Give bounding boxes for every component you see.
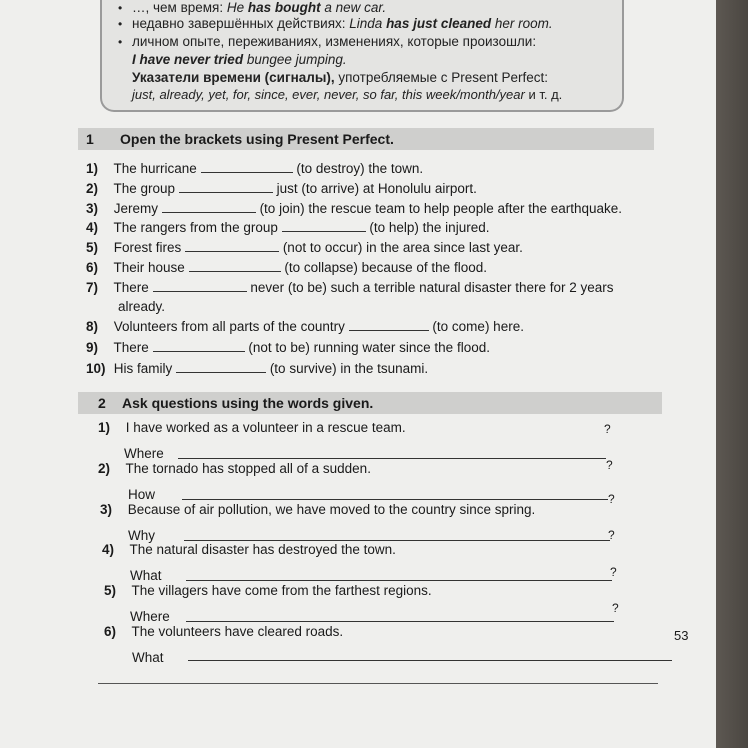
exercise-1-item: 10) His family (to survive) in the tsunami. (86, 361, 429, 376)
exercise-number: 1 (86, 131, 94, 147)
answer-blank[interactable] (153, 279, 247, 292)
exercise-2-item: 1) I have worked as a volunteer in a rescue team. (98, 420, 406, 435)
exercise-2-item: 2) The tornado has stopped all of a sudden. (98, 461, 371, 476)
answer-line[interactable] (186, 621, 614, 622)
question-mark: ? (604, 422, 611, 436)
answer-blank[interactable] (153, 339, 245, 352)
exercise-1-item: 5) Forest fires (not to occur) in the area since last year. (86, 240, 523, 255)
page-number: 53 (674, 628, 689, 643)
exercise-1-item: 8) Volunteers from all parts of the country (to come) here. (86, 319, 524, 334)
answer-blank[interactable] (282, 219, 366, 232)
question-word: Where (130, 609, 170, 624)
exercise-1-item: 7) There never (to be) such a terrible natural disaster there for 2 years (86, 280, 614, 295)
question-word: How (128, 487, 156, 502)
answer-blank[interactable] (185, 239, 279, 252)
theory-line: • недавно завершённых действиях: Linda has just cleaned her room. (118, 16, 553, 31)
answer-line[interactable] (178, 458, 606, 459)
theory-line: Указатели времени (сигналы), употребляемые с Present Perfect: (132, 70, 549, 85)
exercise-2-item: 5) The villagers have come from the farthest regions. (104, 583, 432, 598)
bottom-divider (98, 683, 658, 684)
question-word: Where (124, 446, 164, 461)
question-word: What (132, 650, 164, 665)
answer-line[interactable] (182, 499, 608, 500)
answer-line[interactable] (188, 660, 672, 661)
question-mark: ? (610, 565, 617, 579)
exercise-1-item: 9) There (not to be) running water since the flood. (86, 340, 490, 355)
answer-blank[interactable] (162, 200, 256, 213)
grammar-theory-box (100, 0, 624, 112)
exercise-1-item: 4) The rangers from the group (to help) the injured. (86, 220, 490, 235)
exercise-2-header (78, 392, 662, 414)
exercise-1-item-continuation: already. (118, 299, 166, 314)
theory-line: just, already, yet, for, since, ever, never, so far, this week/month/year и т. д. (132, 87, 563, 102)
exercise-title: Ask questions using the words given. (122, 395, 374, 411)
exercise-title: Open the brackets using Present Perfect. (120, 131, 394, 147)
question-word: What (130, 568, 162, 583)
theory-line: • личном опыте, переживаниях, изменениях, которые произошли: (118, 34, 537, 49)
question-word: Why (128, 528, 155, 543)
answer-blank[interactable] (349, 318, 429, 331)
bullet-icon: • (118, 35, 123, 49)
question-mark: ? (608, 492, 615, 506)
exercise-2-item: 4) The natural disaster has destroyed the town. (102, 542, 396, 557)
theory-line: • …, чем время: He has bought a new car. (118, 0, 387, 15)
bullet-icon: • (118, 17, 123, 31)
exercise-1-header (78, 128, 654, 150)
exercise-1-item: 6) Their house (to collapse) because of the flood. (86, 260, 487, 275)
question-mark: ? (606, 458, 613, 472)
exercise-1-item: 1) The hurricane (to destroy) the town. (86, 161, 424, 176)
answer-blank[interactable] (179, 180, 273, 193)
exercise-2-item: 3) Because of air pollution, we have moved to the country since spring. (100, 502, 536, 517)
answer-line[interactable] (184, 540, 610, 541)
question-mark: ? (612, 601, 619, 615)
exercise-number: 2 (98, 395, 106, 411)
answer-line[interactable] (186, 580, 612, 581)
answer-blank[interactable] (176, 360, 266, 373)
exercise-1-item: 2) The group just (to arrive) at Honolulu airport. (86, 181, 477, 196)
bullet-icon: • (118, 1, 123, 15)
exercise-2-item: 6) The volunteers have cleared roads. (104, 624, 344, 639)
theory-line: I have never tried bungee jumping. (132, 52, 347, 67)
answer-blank[interactable] (201, 160, 293, 173)
exercise-1-item: 3) Jeremy (to join) the rescue team to help people after the earthquake. (86, 201, 623, 216)
book-edge (716, 0, 748, 748)
question-mark: ? (608, 528, 615, 542)
answer-blank[interactable] (189, 259, 281, 272)
